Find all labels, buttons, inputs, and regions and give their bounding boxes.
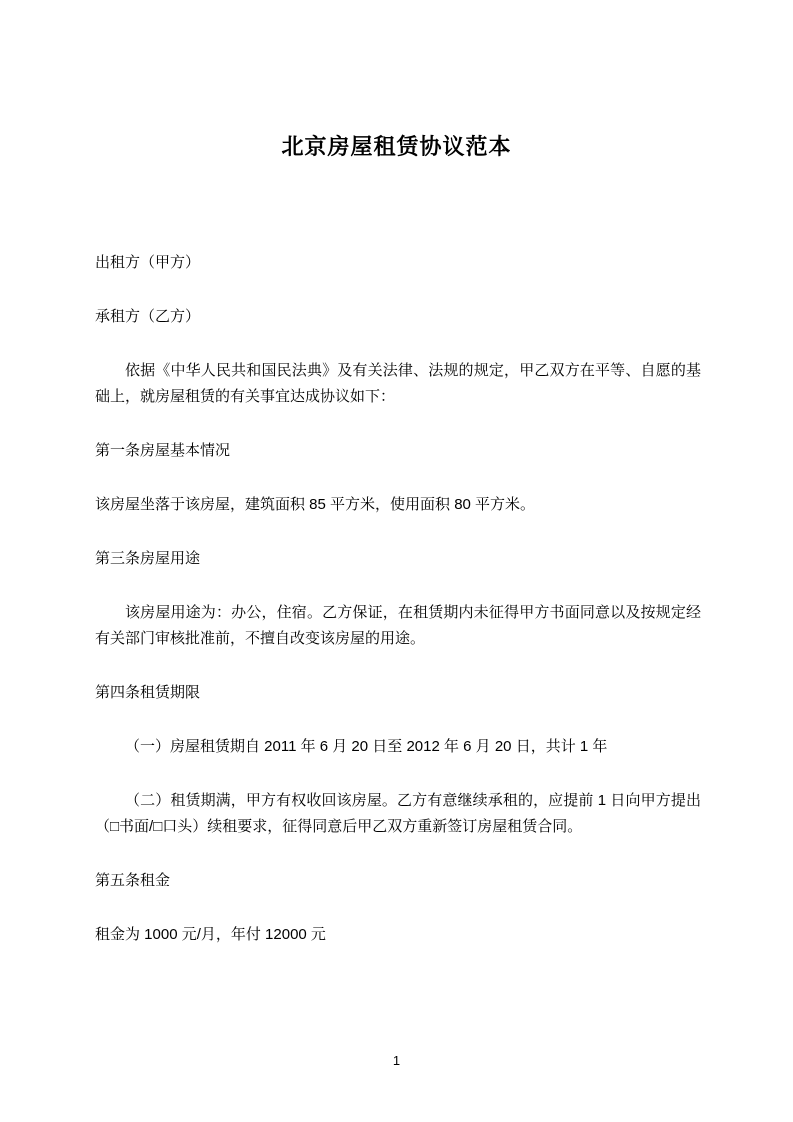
heading-article-3: 第三条房屋用途 [95, 550, 201, 567]
paragraph-article-3-body: 该房屋用途为：办公，住宿。乙方保证，在租赁期内未征得甲方书面同意以及按规定经有关部门审核批准前，不擅自改变该房屋的用途。 [95, 604, 701, 647]
paragraph-article-1-body: 该房屋坐落于该房屋，建筑面积 85 平方米，使用面积 80 平方米。 [95, 496, 536, 513]
heading-article-1: 第一条房屋基本情况 [95, 442, 231, 459]
paragraph-party-lessee: 承租方（乙方） [95, 308, 201, 325]
paragraph-party-lessor: 出租方（甲方） [95, 254, 201, 271]
paragraph-article-5-body: 租金为 1000 元/月，年付 12000 元 [95, 926, 326, 943]
paragraph-preamble: 依据《中华人民共和国民法典》及有关法律、法规的规定，甲乙双方在平等、自愿的基础上，就房屋租赁的有关事宜达成协议如下： [95, 362, 701, 405]
page-number: 1 [392, 1053, 401, 1068]
paragraph-article-4-item-1: （一）房屋租赁期自 2011 年 6 月 20 日至 2012 年 6 月 20 日，共计 1 年 [125, 738, 608, 755]
heading-article-4: 第四条租赁期限 [95, 684, 201, 701]
page-title: 北京房屋租赁协议范本 [281, 134, 512, 159]
paragraph-article-4-item-2: （二）租赁期满，甲方有权收回该房屋。乙方有意继续承租的，应提前 1 日向甲方提出（□书面/□口头）续租要求，征得同意后甲乙双方重新签订房屋租赁合同。 [95, 792, 701, 835]
document-body [0, 250, 793, 948]
heading-article-5: 第五条租金 [95, 872, 171, 889]
